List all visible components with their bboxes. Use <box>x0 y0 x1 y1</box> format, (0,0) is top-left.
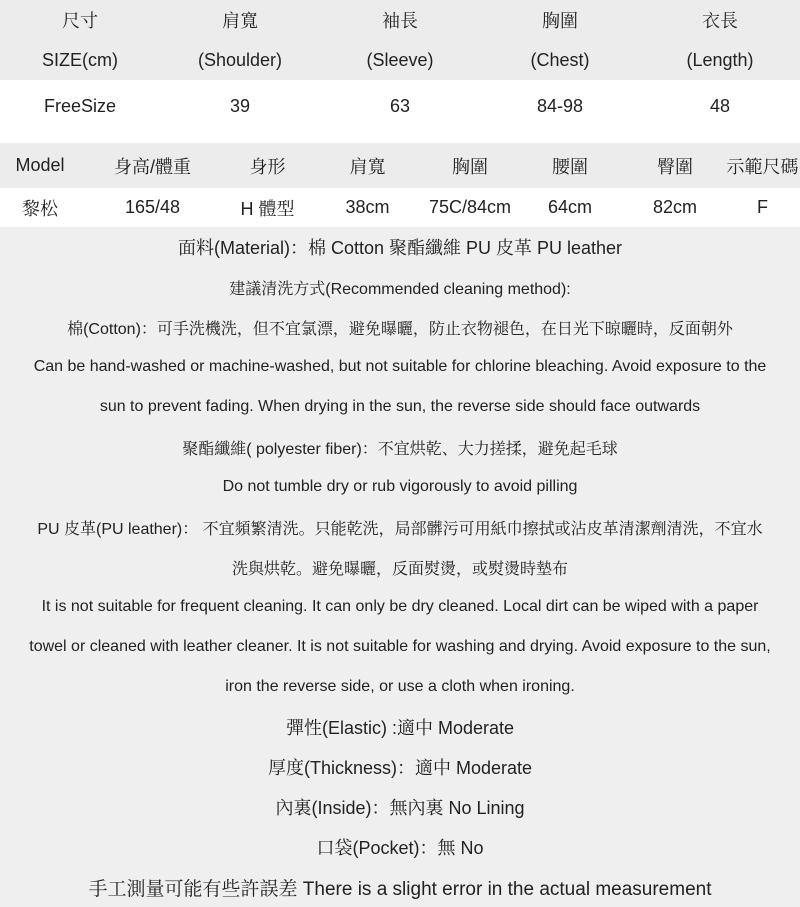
sleeve-value: 63 <box>320 80 480 132</box>
cotton-care-en-2: sun to prevent fading. When drying in the sun, the reverse side should face outwards <box>99 398 701 415</box>
table-spacer <box>0 132 800 143</box>
body-shape-value: H 體型 <box>225 188 310 227</box>
chest-value: 84-98 <box>480 80 640 132</box>
polyester-care-cn: 聚酯纖維( polyester fiber)：不宜烘乾、大力搓揉，避免起毛球 <box>182 440 618 458</box>
model-header: Model <box>0 143 80 188</box>
pu-care-cn-2: 洗與烘乾。避免曝曬，反面熨燙，或熨燙時墊布 <box>231 560 568 578</box>
size-table <box>0 0 800 132</box>
size-value: FreeSize <box>0 80 160 132</box>
shoulder-value: 39 <box>160 80 320 132</box>
cotton-care-en-1: Can be hand-washed or machine-washed, but not suitable for chlorine bleaching. Avoid exposure to the <box>33 358 767 375</box>
pu-care-cn-1: PU 皮革(PU leather)： 不宜頻繁清洗。只能乾洗，局部髒污可用紙巾擦拭或沾皮革清潔劑清洗，不宜水 <box>37 520 763 538</box>
cleaning-method-heading: 建議清洗方式(Recommended cleaning method): <box>229 280 571 298</box>
inside-line: 內裏(Inside)：無內裏 No Lining <box>275 798 525 818</box>
sample-size-header: 示範尺碼 <box>725 143 800 188</box>
sleeve-header-label: 袖長 <box>320 0 480 40</box>
model-waist-value: 64cm <box>515 188 625 227</box>
hip-header: 臀圍 <box>625 143 725 188</box>
pu-care-en-1: It is not suitable for frequent cleaning. It can only be dry cleaned. Local dirt can be wiped with a paper <box>41 598 759 615</box>
model-table <box>0 143 800 227</box>
size-header-en: SIZE(cm) <box>0 40 160 80</box>
chest-header: 胸圍 <box>425 143 515 188</box>
cotton-care-cn: 棉(Cotton)：可手洗機洗，但不宜氯漂，避免曝曬，防止衣物褪色，在日光下晾曬時，反面朝外 <box>67 320 733 338</box>
pu-care-en-2: towel or cleaned with leather cleaner. It is not suitable for washing and drying. Avoid exposure to the sun, <box>29 638 771 655</box>
chest-header-en: (Chest) <box>480 40 640 80</box>
thickness-line: 厚度(Thickness)：適中 Moderate <box>267 758 533 778</box>
chest-header-label: 胸圍 <box>480 0 640 40</box>
height-weight-header: 身高/體重 <box>80 143 225 188</box>
length-value: 48 <box>640 80 800 132</box>
elastic-line: 彈性(Elastic) :適中 Moderate <box>285 718 515 738</box>
shoulder-header-label: 肩寬 <box>160 0 320 40</box>
waist-header: 腰圍 <box>515 143 625 188</box>
sample-size-value: F <box>725 188 800 227</box>
size-header-label: 尺寸 <box>0 0 160 40</box>
model-hip-value: 82cm <box>625 188 725 227</box>
pu-care-en-3: iron the reverse side, or use a cloth when ironing. <box>225 678 575 695</box>
height-weight-value: 165/48 <box>80 188 225 227</box>
sleeve-header-en: (Sleeve) <box>320 40 480 80</box>
pocket-line: 口袋(Pocket)：無 No <box>316 838 484 858</box>
model-shoulder-value: 38cm <box>310 188 425 227</box>
measurement-note: 手工測量可能有些許誤差 There is a slight error in the actual measurement <box>88 878 712 900</box>
body-shape-header: 身形 <box>225 143 310 188</box>
polyester-care-en: Do not tumble dry or rub vigorously to avoid pilling <box>222 478 578 495</box>
model-name: 黎松 <box>0 188 80 227</box>
length-header-en: (Length) <box>640 40 800 80</box>
material-line: 面料(Material)：棉 Cotton 聚酯纖維 PU 皮革 PU leather <box>177 238 623 258</box>
model-chest-value: 75C/84cm <box>425 188 515 227</box>
care-notes <box>0 227 800 907</box>
length-header-label: 衣長 <box>640 0 800 40</box>
shoulder-header: 肩寬 <box>310 143 425 188</box>
shoulder-header-en: (Shoulder) <box>160 40 320 80</box>
